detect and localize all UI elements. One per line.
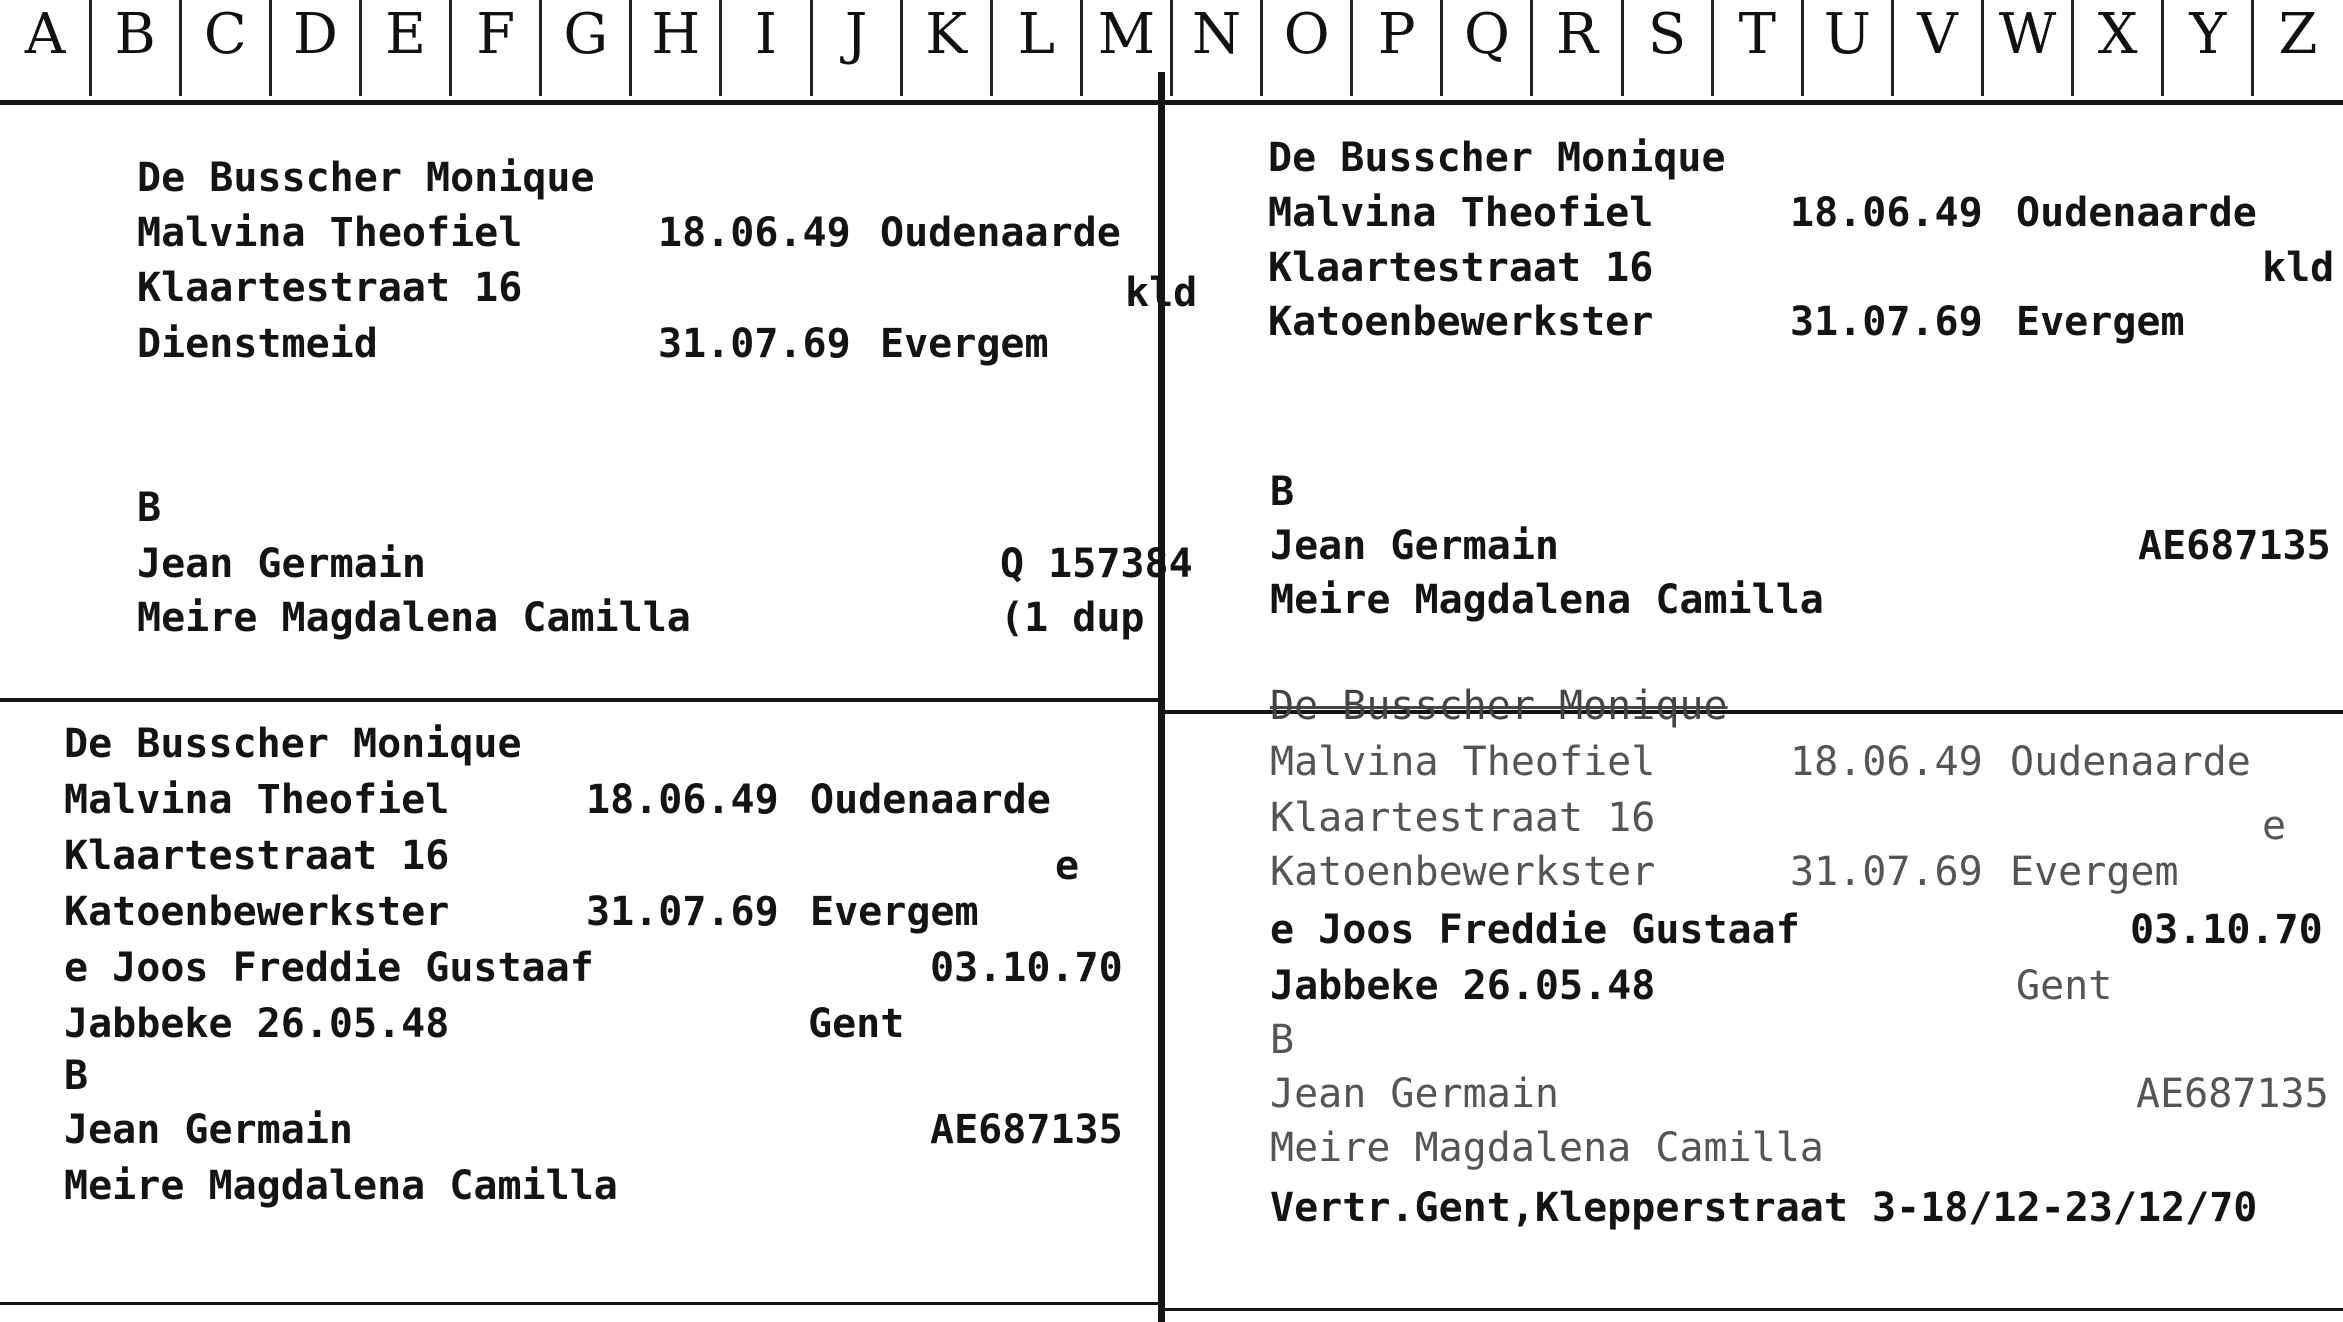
index-separator <box>1711 0 1714 96</box>
left-middle-rule <box>0 698 1160 702</box>
card-event-date: 31.07.69 <box>1790 849 1983 895</box>
index-letter-y: Y <box>2189 2 2227 67</box>
card-note: Vertr.Gent,Klepperstraat 3-18/12-23/12/70 <box>1270 1185 2258 1231</box>
card-letter: B <box>137 485 162 531</box>
card-occupation: Katoenbewerkster <box>1268 299 1654 345</box>
index-separator <box>269 0 272 96</box>
index-letter-t: T <box>1738 2 1776 67</box>
card-dup-note: (1 dup <box>1000 595 1145 641</box>
card-birth-date: 18.06.49 <box>658 210 851 256</box>
card-partner: Jean Germain <box>64 1107 353 1153</box>
index-letter-e: E <box>385 2 426 67</box>
index-letter-r: R <box>1555 2 1599 67</box>
card-spouse-birth: Jabbeke 26.05.48 <box>64 1001 450 1047</box>
header-bottom-rule <box>0 100 2343 105</box>
card-given-names: Malvina Theofiel <box>1268 190 1654 236</box>
index-letter-h: H <box>651 2 701 67</box>
card-name: De Busscher Monique <box>1270 683 1728 729</box>
card-address: Klaartestraat 16 <box>1270 795 1656 841</box>
card-given-names: Malvina Theofiel <box>64 777 450 823</box>
card-partner: Jean Germain <box>1270 1071 1559 1117</box>
card-birth-date: 18.06.49 <box>1790 739 1983 785</box>
index-letter-v: V <box>1917 2 1958 67</box>
card-partner-doc: Q 157384 <box>1000 541 1193 587</box>
index-separator <box>1440 0 1443 96</box>
index-letter-p: P <box>1377 2 1416 67</box>
index-separator <box>89 0 92 96</box>
index-letter-s: S <box>1647 2 1687 67</box>
card-spouse-birth: Jabbeke 26.05.48 <box>1270 963 1656 1009</box>
card-address: Klaartestraat 16 <box>64 833 450 879</box>
card-spouse-date: 03.10.70 <box>930 945 1123 991</box>
card-birth-place: Oudenaarde <box>810 777 1051 823</box>
alphabet-index-strip <box>0 0 2343 96</box>
index-separator <box>539 0 542 96</box>
index-letter-u: U <box>1823 2 1871 67</box>
card-birth-place: Oudenaarde <box>880 210 1121 256</box>
card-partner: Jean Germain <box>1270 523 1559 569</box>
index-letter-m: M <box>1097 2 1156 67</box>
card-letter: B <box>1270 1017 1295 1063</box>
center-divider-rule <box>1158 72 1165 1322</box>
index-separator <box>1621 0 1624 96</box>
card-birth-date: 18.06.49 <box>1790 190 1983 236</box>
card-occupation: Katoenbewerkster <box>64 889 450 935</box>
card-mother: Meire Magdalena Camilla <box>137 595 691 641</box>
card-spouse-place: Gent <box>2016 963 2113 1009</box>
index-letter-k: K <box>925 2 968 67</box>
index-letter-l: L <box>1017 2 1055 67</box>
card-mother: Meire Magdalena Camilla <box>1270 1125 1824 1171</box>
index-letter-n: N <box>1192 2 1242 67</box>
right-bottom-rule <box>1165 1308 2343 1311</box>
index-separator <box>1530 0 1533 96</box>
index-letter-a: A <box>24 2 66 67</box>
index-letter-x: X <box>2097 2 2138 67</box>
card-event-date: 31.07.69 <box>1790 299 1983 345</box>
card-birth-place: Oudenaarde <box>2016 190 2257 236</box>
index-separator <box>1981 0 1984 96</box>
card-birth-date: 18.06.49 <box>586 777 779 823</box>
card-event-date: 31.07.69 <box>658 321 851 367</box>
left-bottom-rule <box>0 1302 1160 1305</box>
card-event-place: Evergem <box>2010 849 2179 895</box>
card-address: Klaartestraat 16 <box>1268 245 1654 291</box>
index-letter-w: W <box>1998 2 2057 67</box>
index-separator <box>629 0 632 96</box>
card-mark: e <box>1055 843 1080 889</box>
card-address: Klaartestraat 16 <box>137 265 523 311</box>
index-letter-q: Q <box>1463 2 1510 67</box>
index-separator <box>1891 0 1894 96</box>
index-letter-b: B <box>114 2 156 67</box>
card-name: De Busscher Monique <box>64 721 522 767</box>
card-spouse-date: 03.10.70 <box>2130 907 2323 953</box>
index-letter-g: G <box>563 2 609 67</box>
index-separator <box>449 0 452 96</box>
card-event-place: Evergem <box>810 889 979 935</box>
index-separator <box>1170 0 1173 96</box>
index-letter-j: J <box>844 2 868 67</box>
index-separator <box>1080 0 1083 96</box>
card-letter: B <box>64 1053 89 1099</box>
card-event-place: Evergem <box>2016 299 2185 345</box>
card-partner-doc: AE687135 <box>930 1107 1123 1153</box>
card-partner-doc: AE687135 <box>2138 523 2331 569</box>
card-spouse-place: Gent <box>808 1001 905 1047</box>
index-separator <box>900 0 903 96</box>
index-letter-d: D <box>292 2 338 67</box>
index-letter-c: C <box>203 2 247 67</box>
index-letter-f: F <box>476 2 516 67</box>
card-given-names: Malvina Theofiel <box>1270 739 1656 785</box>
index-letter-z: Z <box>2278 2 2318 67</box>
index-separator <box>1350 0 1353 96</box>
index-letter-o: O <box>1283 2 1330 67</box>
index-separator <box>2071 0 2074 96</box>
index-separator <box>1801 0 1804 96</box>
index-separator <box>990 0 993 96</box>
card-event-date: 31.07.69 <box>586 889 779 935</box>
card-spouse: e Joos Freddie Gustaaf <box>1270 907 1800 953</box>
index-separator <box>719 0 722 96</box>
card-occupation: Dienstmeid <box>137 321 378 367</box>
index-separator <box>2161 0 2164 96</box>
card-mark: kld <box>1125 270 1198 316</box>
card-given-names: Malvina Theofiel <box>137 210 523 256</box>
index-separator <box>2251 0 2254 96</box>
card-event-place: Evergem <box>880 321 1049 367</box>
card-partner: Jean Germain <box>137 541 426 587</box>
card-birth-place: Oudenaarde <box>2010 739 2251 785</box>
index-letter-i: I <box>754 2 778 67</box>
card-name: De Busscher Monique <box>1268 135 1726 181</box>
index-separator <box>179 0 182 96</box>
card-mark: e <box>2262 803 2287 849</box>
card-partner-doc: AE687135 <box>2136 1071 2329 1117</box>
card-name: De Busscher Monique <box>137 155 595 201</box>
card-mark: kld <box>2262 245 2335 291</box>
card-letter: B <box>1270 469 1295 515</box>
card-mother: Meire Magdalena Camilla <box>1270 577 1824 623</box>
card-occupation: Katoenbewerkster <box>1270 849 1656 895</box>
index-separator <box>810 0 813 96</box>
card-mother: Meire Magdalena Camilla <box>64 1163 618 1209</box>
card-spouse: e Joos Freddie Gustaaf <box>64 945 594 991</box>
index-separator <box>359 0 362 96</box>
index-separator <box>1260 0 1263 96</box>
